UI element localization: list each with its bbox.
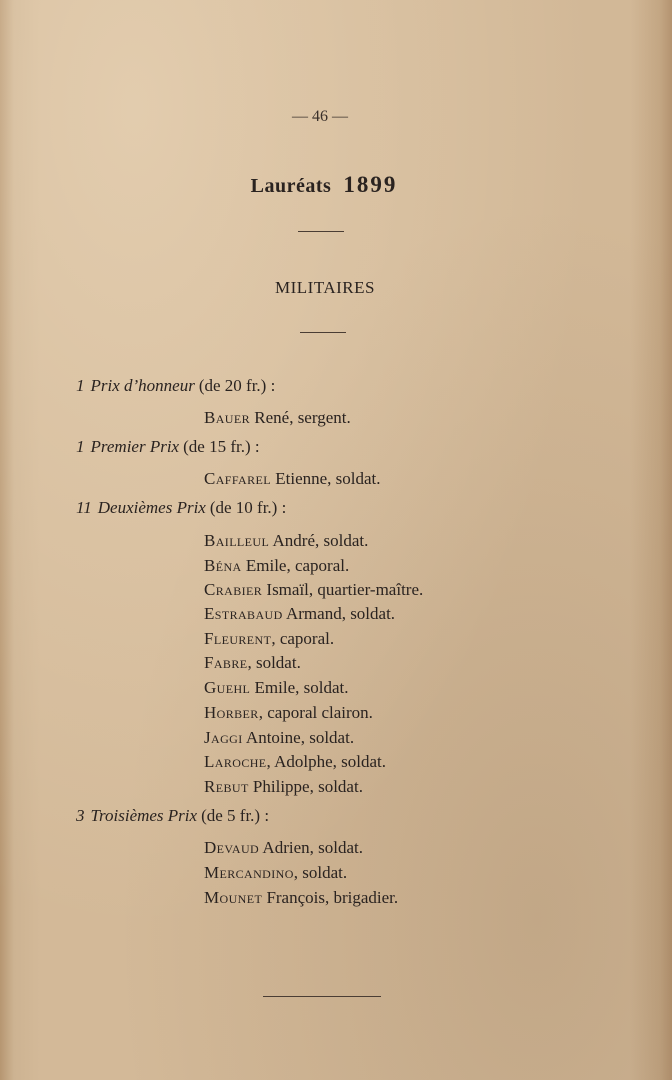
laureate-entry <box>204 863 347 883</box>
laureate-surname: Fabre <box>204 653 248 672</box>
laureate-entry <box>204 703 373 723</box>
laureate-surname: Rebut <box>204 777 249 796</box>
laureate-details: François, brigadier. <box>262 888 399 907</box>
laureate-details: Etienne, soldat. <box>271 469 381 488</box>
prize-category <box>76 806 269 826</box>
prize-name: Premier Prix <box>90 437 180 456</box>
laureate-surname: Fleurent <box>204 629 272 648</box>
laureate-details: , soldat. <box>293 863 348 882</box>
laureate-entry <box>204 838 363 858</box>
page-number: — 46 — <box>292 108 348 125</box>
prize-name: Troisièmes Prix <box>90 806 198 825</box>
laureate-surname: Horber <box>204 703 259 722</box>
laureate-entry <box>204 752 386 772</box>
laureate-surname: Mounet <box>204 888 263 907</box>
laureate-surname: Crabier <box>204 580 263 599</box>
prize-count: 3 <box>76 806 85 825</box>
laureate-entry <box>204 629 334 649</box>
divider-bottom <box>263 996 381 997</box>
laureate-entry <box>204 556 349 576</box>
prize-amount: (de 5 fr.) : <box>201 806 270 825</box>
laureate-entry <box>204 728 354 748</box>
prize-count: 1 <box>76 437 85 456</box>
laureate-details: André, soldat. <box>269 531 369 550</box>
prize-category <box>76 498 286 518</box>
prize-category <box>76 376 275 396</box>
divider-section <box>300 332 346 333</box>
laureate-entry <box>204 678 349 698</box>
laureate-entry <box>204 469 381 489</box>
laureate-surname: Mercandino <box>204 863 294 882</box>
laureate-surname: Béna <box>204 556 242 575</box>
laureate-surname: Bailleul <box>204 531 270 550</box>
laureate-entry <box>204 531 368 551</box>
laureate-details: Philippe, soldat. <box>248 777 363 796</box>
prize-count: 11 <box>76 498 92 517</box>
laureate-entry <box>204 604 395 624</box>
laureate-details: , soldat. <box>247 653 301 672</box>
laureate-entry <box>204 653 301 673</box>
laureate-surname: Laroche <box>204 752 267 771</box>
laureate-entry <box>204 580 423 600</box>
prize-amount: (de 10 fr.) : <box>209 498 287 517</box>
page-title <box>0 172 648 198</box>
laureate-details: Emile, soldat. <box>250 678 349 697</box>
laureate-surname: Caffarel <box>204 469 271 488</box>
laureate-details: , Adolphe, soldat. <box>266 752 386 771</box>
laureate-surname: Bauer <box>204 408 251 427</box>
laureate-details: Adrien, soldat. <box>259 838 364 857</box>
prize-category <box>76 437 260 457</box>
prize-amount: (de 20 fr.) : <box>198 376 276 395</box>
laureate-details: Emile, caporal. <box>241 556 350 575</box>
divider-top <box>298 231 344 232</box>
laureate-details: Armand, soldat. <box>282 604 396 623</box>
prize-amount: (de 15 fr.) : <box>183 437 260 456</box>
laureate-details: , caporal. <box>271 629 335 648</box>
laureate-details: Ismaïl, quartier-maître. <box>262 580 424 599</box>
prize-name: Prix d’honneur <box>90 376 195 395</box>
prize-name: Deuxièmes Prix <box>97 498 206 517</box>
laureate-surname: Guehl <box>204 678 251 697</box>
laureate-details: Antoine, soldat. <box>242 728 355 747</box>
title-year: 1899 <box>343 172 398 197</box>
title-word: Lauréats <box>250 175 332 197</box>
laureate-entry <box>204 888 398 908</box>
laureate-details: , caporal clairon. <box>258 703 373 722</box>
section-title: MILITAIRES <box>275 278 375 297</box>
laureate-surname: Devaud <box>204 838 260 857</box>
laureate-entry <box>204 408 351 428</box>
prize-count: 1 <box>76 376 85 395</box>
laureate-entry <box>204 777 363 797</box>
laureate-details: René, sergent. <box>250 408 351 427</box>
laureate-surname: Estrabaud <box>204 604 283 623</box>
laureate-surname: Jaggi <box>204 728 243 747</box>
